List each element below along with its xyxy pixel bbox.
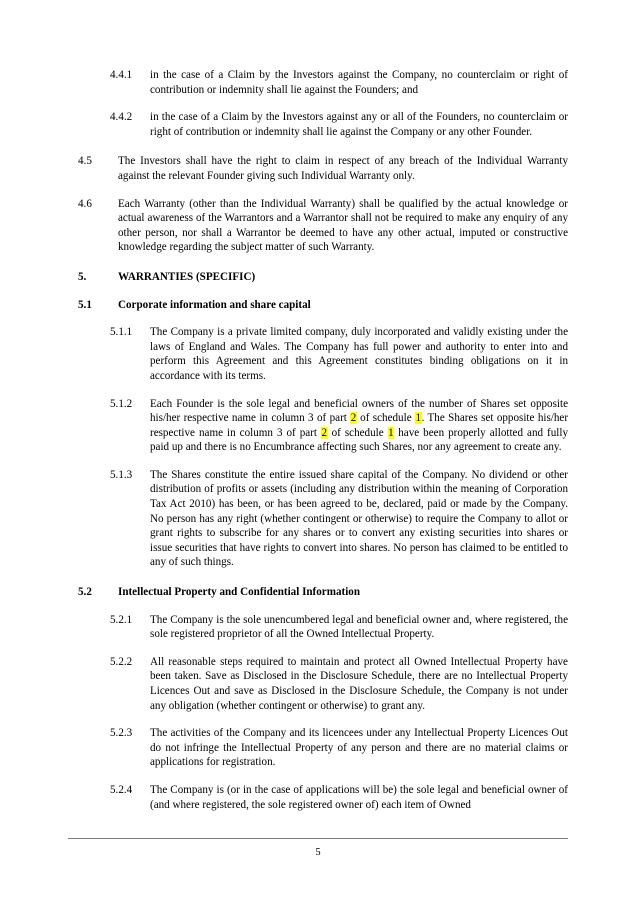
section-title: WARRANTIES (SPECIFIC)	[118, 270, 256, 283]
clause-number: 5.2.2	[110, 655, 133, 668]
clause-4-6	[78, 197, 568, 255]
clause-text: in the case of a Claim by the Investors against the Company, no counterclaim or right of contribution or indemnity shall lie against the Founders; and	[150, 69, 568, 96]
section-number: 5.1	[78, 298, 92, 311]
highlighted-text: 2	[350, 412, 357, 425]
clause-text: The activities of the Company and its licencees under any Intellectual Property Licences Out do not infringe the Intellectual Property of any person and there are no material claims or applications for registration.	[150, 727, 568, 769]
clause-5-2-1	[110, 613, 568, 642]
section-number: 5.2	[78, 586, 92, 599]
clause-text: The Company is a private limited company, duly incorporated and validly existing under the laws of England and Wales. The Company has full power and authority to enter into and perform this Agreement and this Agreement constitutes binding obligations on it in accordance with its terms.	[150, 326, 568, 382]
clause-5-2-3	[110, 726, 568, 770]
clause-number: 4.5	[78, 155, 92, 168]
highlighted-text: 1	[388, 426, 394, 439]
document-body	[78, 68, 568, 825]
clause-5-1-2	[110, 397, 568, 455]
clause-text: The Investors shall have the right to claim in respect of any breach of the Individual Warranty against the relevant Founder giving such Individual Warranty only.	[118, 155, 568, 182]
clause-5-1-1	[110, 325, 568, 383]
clause-4-5	[78, 154, 568, 183]
clause-number: 4.6	[78, 197, 92, 210]
clause-5-1-3	[110, 468, 568, 570]
highlighted-text: 1	[415, 412, 422, 425]
section-title: Intellectual Property and Confidential Information	[118, 586, 361, 599]
clause-text: Each Warranty (other than the Individual Warranty) shall be qualified by the actual knowledge or actual awareness of the Warrantors and a Warrantor shall not be required to make any enquiry of any other person, nor shall a Warrantor be deemed to have any other actual, imputed or constructive knowledge regarding the subject matter of such Warranty.	[118, 197, 568, 254]
clause-5-2-4	[110, 783, 568, 812]
page-footer	[68, 838, 568, 859]
clause-number: 5.2.1	[110, 613, 133, 626]
clause-text: The Shares constitute the entire issued share capital of the Company. No dividend or other distribution of profits or assets (including any distribution within the meaning of Corporation Tax Act 2010) has been, or has been agreed to be, declared, paid or made by the Company. No person has any right (whether contingent or otherwise) to require the Company to allot or grant rights to subscribe for any shares or to convert any existing securities into shares or issue securities that have rights to convert into shares. No person has claimed to be entitled to any of such things.	[150, 468, 568, 569]
clause-4-4-2	[110, 110, 568, 139]
clause-number: 4.4.1	[110, 69, 133, 81]
section-number: 5.	[78, 270, 87, 283]
clause-4-4-1	[110, 68, 568, 97]
section-heading-5	[78, 270, 568, 285]
clause-text: All reasonable steps required to maintain and protect all Owned Intellectual Property have been taken. Save as Disclosed in the Disclosure Schedule, there are no Intellectual Property Licences Out and save as Disclosed in the Disclosure Schedule, the Company is not under any obligation (whether contingent or otherwise) to grant any.	[150, 655, 568, 712]
clause-number: 5.1.2	[110, 397, 133, 410]
clause-text-with-highlights: Each Founder is the sole legal and beneficial owners of the number of Shares set opposite his/her respective name in column 3 of part 2 of schedule 1. The Shares set opposite his/her respective name in column 3 of part 2 of schedule 1 have been properly allotted and fully paid up and there is no Encumbrance affecting such Shares, nor any agreement to create any.	[150, 397, 569, 454]
page-number: 5	[315, 847, 321, 858]
clause-text: The Company is the sole unencumbered legal and beneficial owner and, where registered, the sole registered proprietor of all the Owned Intellectual Property.	[150, 613, 568, 641]
clause-text: The Company is (or in the case of applications will be) the sole legal and beneficial owner of (and where registered, the sole registered owner of) each item of Owned	[150, 783, 568, 811]
clause-5-2-2	[110, 655, 568, 713]
section-heading-5-1	[78, 298, 568, 313]
footer-divider	[68, 838, 568, 839]
highlighted-text: 2	[321, 426, 328, 439]
clause-number: 5.1.1	[110, 326, 133, 339]
clause-text: in the case of a Claim by the Investors against any or all of the Founders, no counterclaim or right of contribution or indemnity shall lie against the Company or any other Founder.	[150, 111, 568, 138]
section-title: Corporate information and share capital	[118, 298, 311, 311]
clause-number: 5.1.3	[110, 468, 133, 481]
clause-number: 4.4.2	[110, 111, 133, 124]
section-heading-5-2	[78, 585, 568, 600]
clause-number: 5.2.4	[110, 783, 133, 796]
clause-number: 5.2.3	[110, 727, 133, 740]
